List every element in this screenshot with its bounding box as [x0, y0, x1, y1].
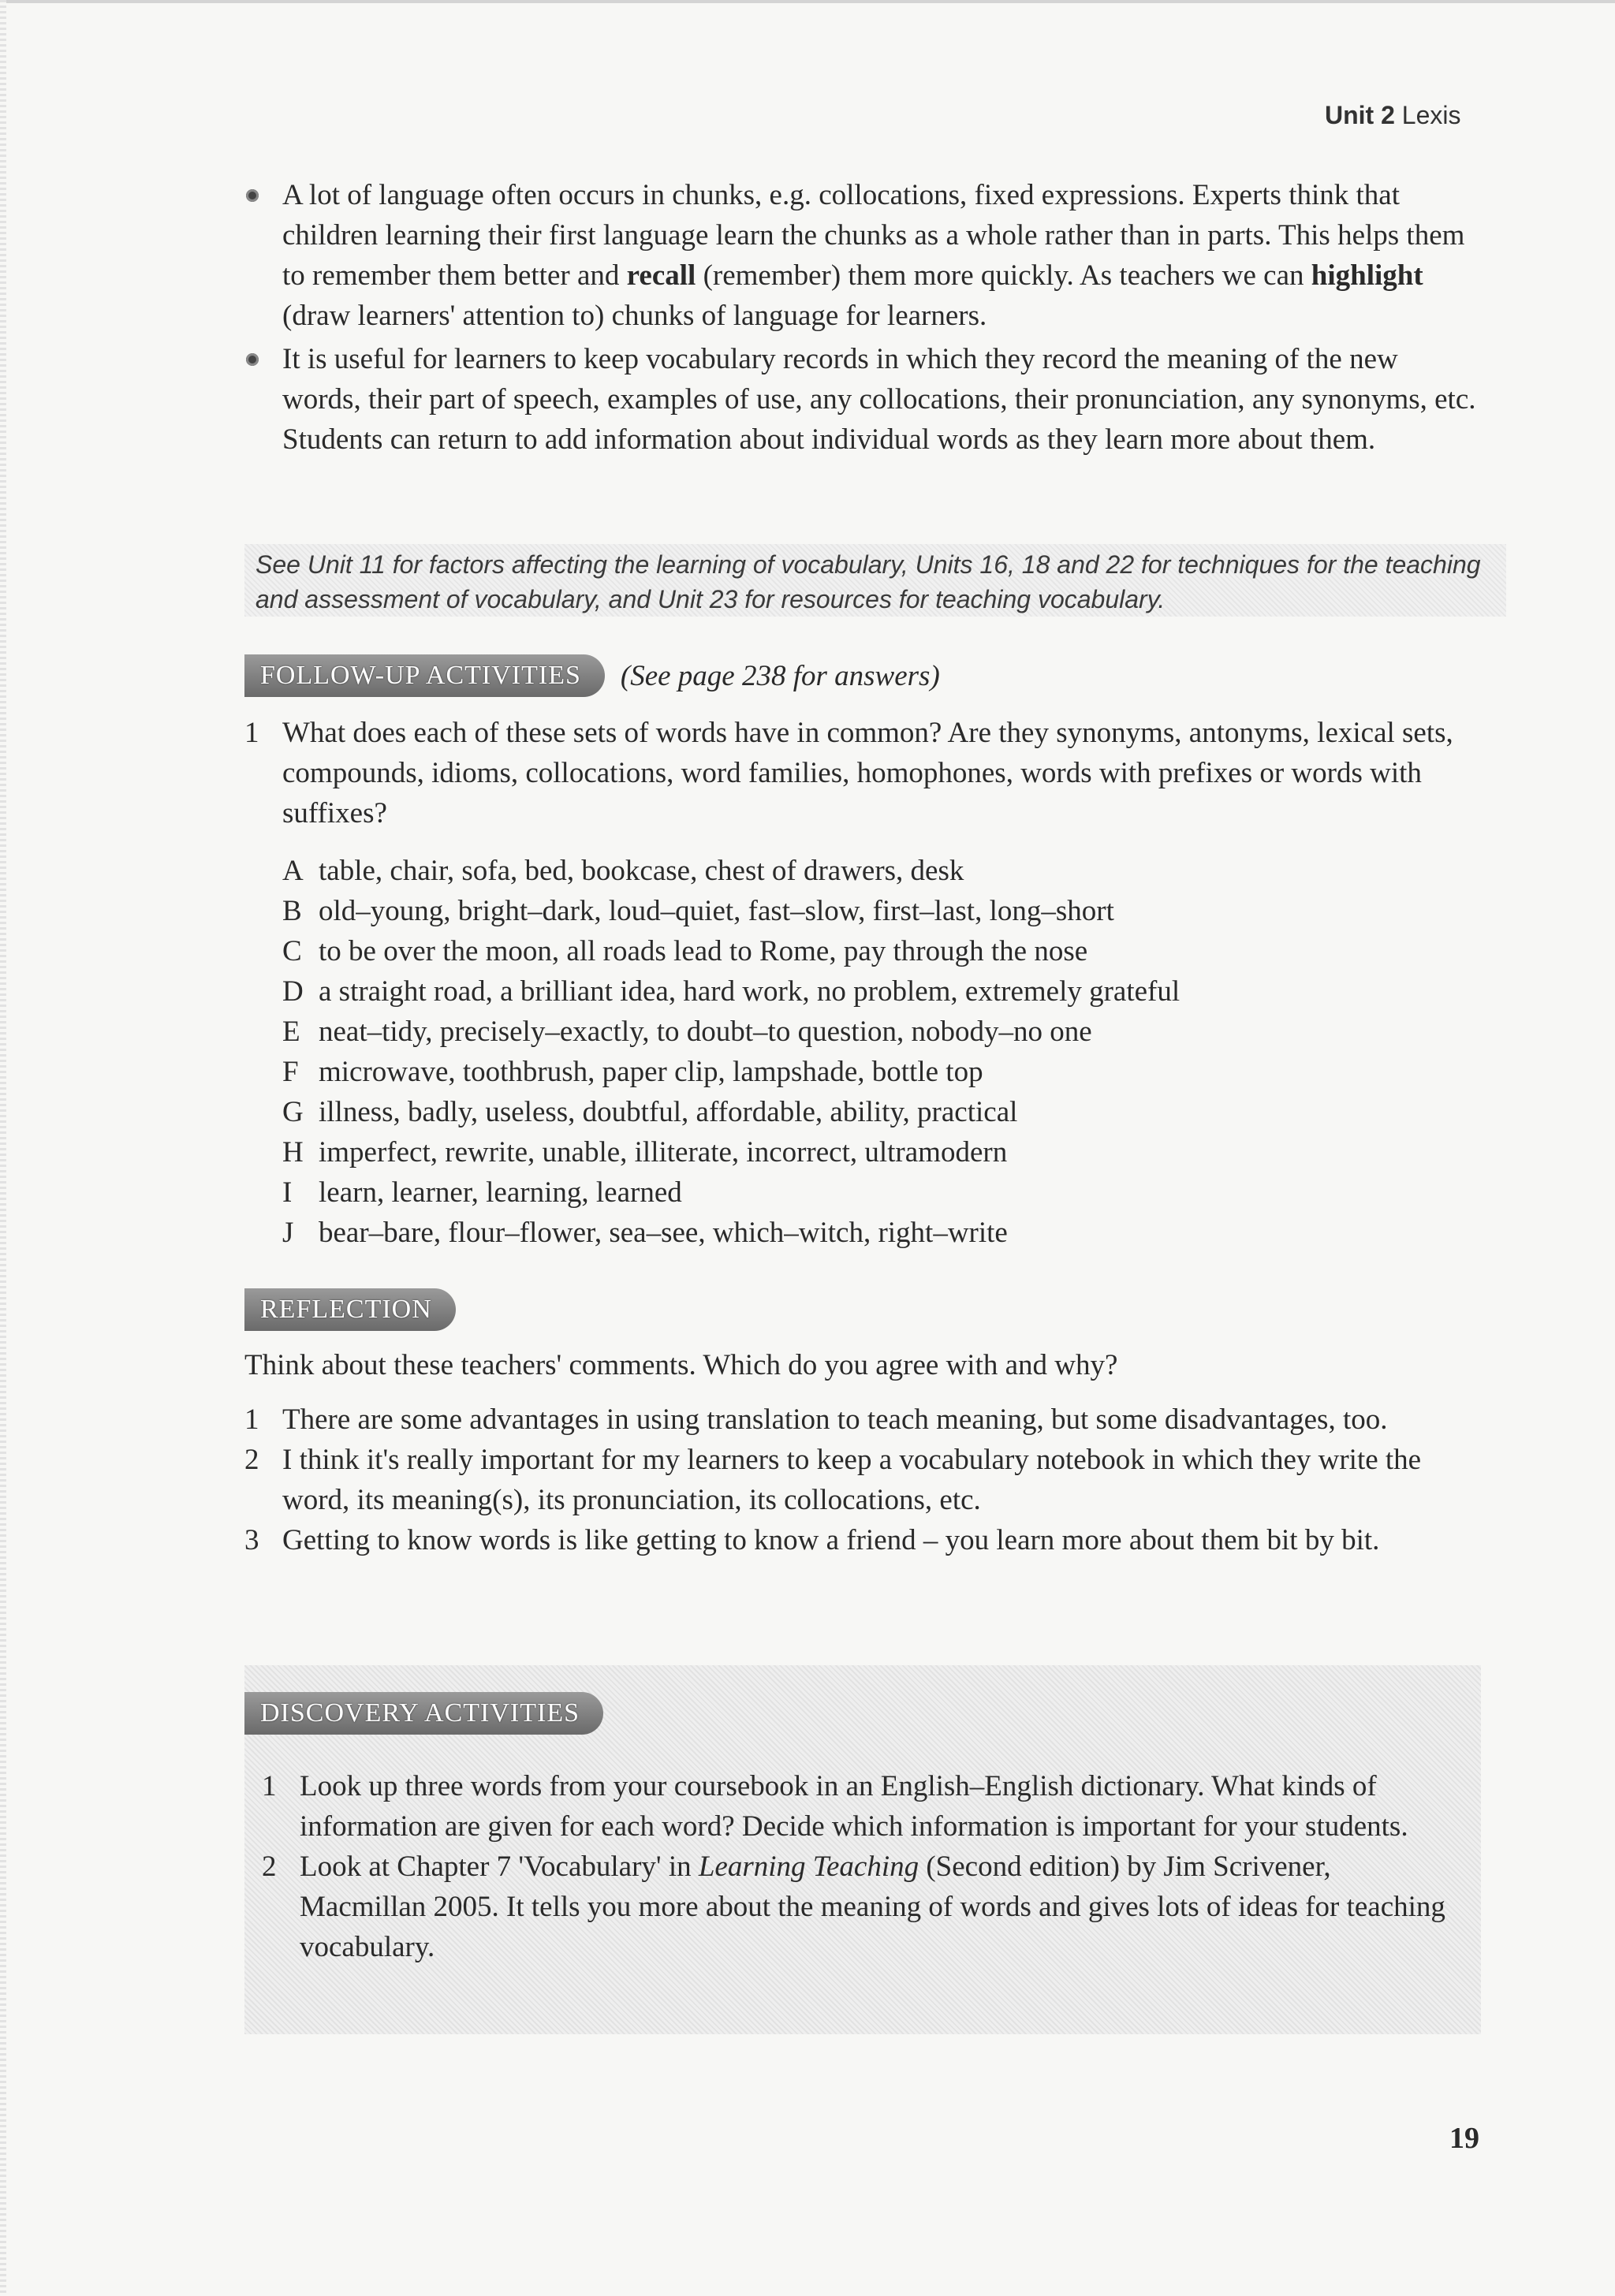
- running-head: [1325, 101, 1460, 130]
- word-set-item: [282, 851, 1465, 891]
- word-set-text: a straight road, a brilliant idea, hard work, no problem, extremely grateful: [319, 975, 1180, 1008]
- follow-up-heading-row: [244, 654, 940, 697]
- reflection-item-number: 2: [244, 1444, 259, 1476]
- word-set-item: [282, 1012, 1465, 1052]
- discovery-item-text: [300, 1770, 1408, 1843]
- discovery-item: [262, 1766, 1460, 1847]
- follow-up-question: [244, 713, 1483, 833]
- discovery-item-number: 1: [262, 1770, 277, 1802]
- page-number: 19: [1449, 2122, 1479, 2155]
- reflection-heading-row: [244, 1288, 456, 1331]
- text-run: Look up three words from your coursebook in an English–English dictionary. What kinds of information are given for each word? Decide which information is important for your students.: [300, 1770, 1408, 1843]
- reflection-item-text: I think it's really important for my learners to keep a vocabulary notebook in which they write the word, its meaning(s), its pronunciation, its collocations, etc.: [282, 1444, 1422, 1516]
- discovery-heading-row: [244, 1692, 603, 1735]
- word-set-item: [282, 1213, 1465, 1253]
- text-run: (Second edition) by Jim Scrivener, Macmillan 2005. It tells you more about the meaning of words and gives lots of ideas for teaching vocabulary.: [300, 1851, 1445, 1963]
- word-set-item: [282, 971, 1465, 1012]
- bullet-list: [244, 175, 1483, 460]
- word-set-letter: G: [282, 1096, 304, 1128]
- follow-up-question-item: [244, 713, 1483, 833]
- bullet-section: [244, 175, 1483, 460]
- reflection-item-text: Getting to know words is like getting to know a friend – you learn more about them bit by bit.: [282, 1524, 1380, 1556]
- italic-title: Learning Teaching: [698, 1851, 919, 1883]
- reflection-item: [244, 1400, 1483, 1440]
- word-set-letter: H: [282, 1136, 304, 1168]
- word-set-text: illness, badly, useless, doubtful, affordable, ability, practical: [319, 1096, 1018, 1128]
- bold-term: recall: [626, 259, 696, 292]
- word-set-letter: J: [282, 1217, 294, 1249]
- word-set-item: [282, 1172, 1465, 1213]
- word-set-text: bear–bare, flour–flower, sea–see, which–witch, right–write: [319, 1217, 1008, 1249]
- word-set-item: [282, 891, 1465, 931]
- bullet-item: [244, 175, 1483, 336]
- bold-term: highlight: [1311, 259, 1423, 292]
- reflection-list: [244, 1400, 1483, 1560]
- bullet-item: [244, 339, 1483, 460]
- discovery-item-text: [300, 1851, 1445, 1963]
- word-set-item: [282, 1132, 1465, 1172]
- text-run: (draw learners' attention to) chunks of language for learners.: [282, 300, 987, 332]
- word-set-text: imperfect, rewrite, unable, illiterate, incorrect, ultramodern: [319, 1136, 1008, 1168]
- reflection-item-number: 1: [244, 1403, 259, 1436]
- bullet-text: [282, 179, 1464, 332]
- discovery-list: [262, 1766, 1460, 1967]
- cross-reference-note: See Unit 11 for factors affecting the learning of vocabulary, Units 16, 18 and 22 for techniques for the teaching and assessment of vocabulary, and Unit 23 for resources for teaching vocabulary.: [244, 544, 1506, 617]
- reflection-item-text: There are some advantages in using translation to teach meaning, but some disadvantages, too.: [282, 1403, 1388, 1436]
- discovery-section: [262, 1766, 1460, 1967]
- reflection-section: [244, 1345, 1483, 1560]
- word-set-letter: A: [282, 855, 304, 887]
- bullet-text: [282, 343, 1476, 456]
- follow-up-answers-note: (See page 238 for answers): [620, 659, 940, 692]
- word-set-letter: D: [282, 975, 304, 1008]
- word-set-letter: E: [282, 1016, 300, 1048]
- follow-up-heading: FOLLOW-UP ACTIVITIES: [244, 654, 605, 697]
- discovery-item-number: 2: [262, 1851, 277, 1883]
- word-set-text: old–young, bright–dark, loud–quiet, fast–slow, first–last, long–short: [319, 895, 1114, 927]
- question-number: 1: [244, 717, 259, 749]
- reflection-heading: REFLECTION: [244, 1288, 456, 1331]
- discovery-heading: DISCOVERY ACTIVITIES: [244, 1692, 603, 1735]
- text-run: (remember) them more quickly. As teachers we can: [696, 259, 1311, 292]
- word-set-text: table, chair, sofa, bed, bookcase, chest of drawers, desk: [319, 855, 964, 887]
- reflection-intro: Think about these teachers' comments. Which do you agree with and why?: [244, 1349, 1118, 1381]
- reflection-item: [244, 1440, 1483, 1520]
- question-text: What does each of these sets of words have in common? Are they synonyms, antonyms, lexical sets, compounds, idioms, collocations, word families, homophones, words with prefixes or words with suffixes?: [282, 717, 1453, 829]
- word-set-text: learn, learner, learning, learned: [319, 1176, 682, 1209]
- bullet-dot-icon: [246, 189, 259, 202]
- discovery-item: [262, 1847, 1460, 1967]
- word-set-text: microwave, toothbrush, paper clip, lampshade, bottle top: [319, 1056, 983, 1088]
- word-set-letter: I: [282, 1176, 293, 1209]
- word-set-letter: B: [282, 895, 302, 927]
- word-set-item: [282, 1092, 1465, 1132]
- running-head-unit: Unit 2: [1325, 101, 1395, 129]
- text-run: It is useful for learners to keep vocabulary records in which they record the meaning of the new words, their part of speech, examples of use, any collocations, their pronunciation, any synonyms, etc. Students can return to add information about individual words as they learn more about them.: [282, 343, 1476, 456]
- running-head-topic: Lexis: [1401, 101, 1461, 129]
- bullet-dot-icon: [246, 353, 259, 366]
- word-set-text: to be over the moon, all roads lead to Rome, pay through the nose: [319, 935, 1088, 967]
- text-run: A lot of language often occurs in chunks, e.g. collocations, fixed expressions. Experts think that children learning their first language learn the chunks as a whole rather than in parts. This helps them to remember them better and: [282, 179, 1465, 292]
- word-set-letter: C: [282, 935, 302, 967]
- page-left-edge: [0, 0, 6, 2296]
- word-set-letter: F: [282, 1056, 299, 1088]
- word-set-item: [282, 931, 1465, 971]
- word-set-item: [282, 1052, 1465, 1092]
- text-run: Look at Chapter 7 'Vocabulary' in: [300, 1851, 699, 1883]
- word-set-text: neat–tidy, precisely–exactly, to doubt–to question, nobody–no one: [319, 1016, 1092, 1048]
- page-top-edge: [0, 0, 1615, 3]
- reflection-item-number: 3: [244, 1524, 259, 1556]
- word-sets-list: [282, 851, 1465, 1253]
- reflection-item: [244, 1520, 1483, 1560]
